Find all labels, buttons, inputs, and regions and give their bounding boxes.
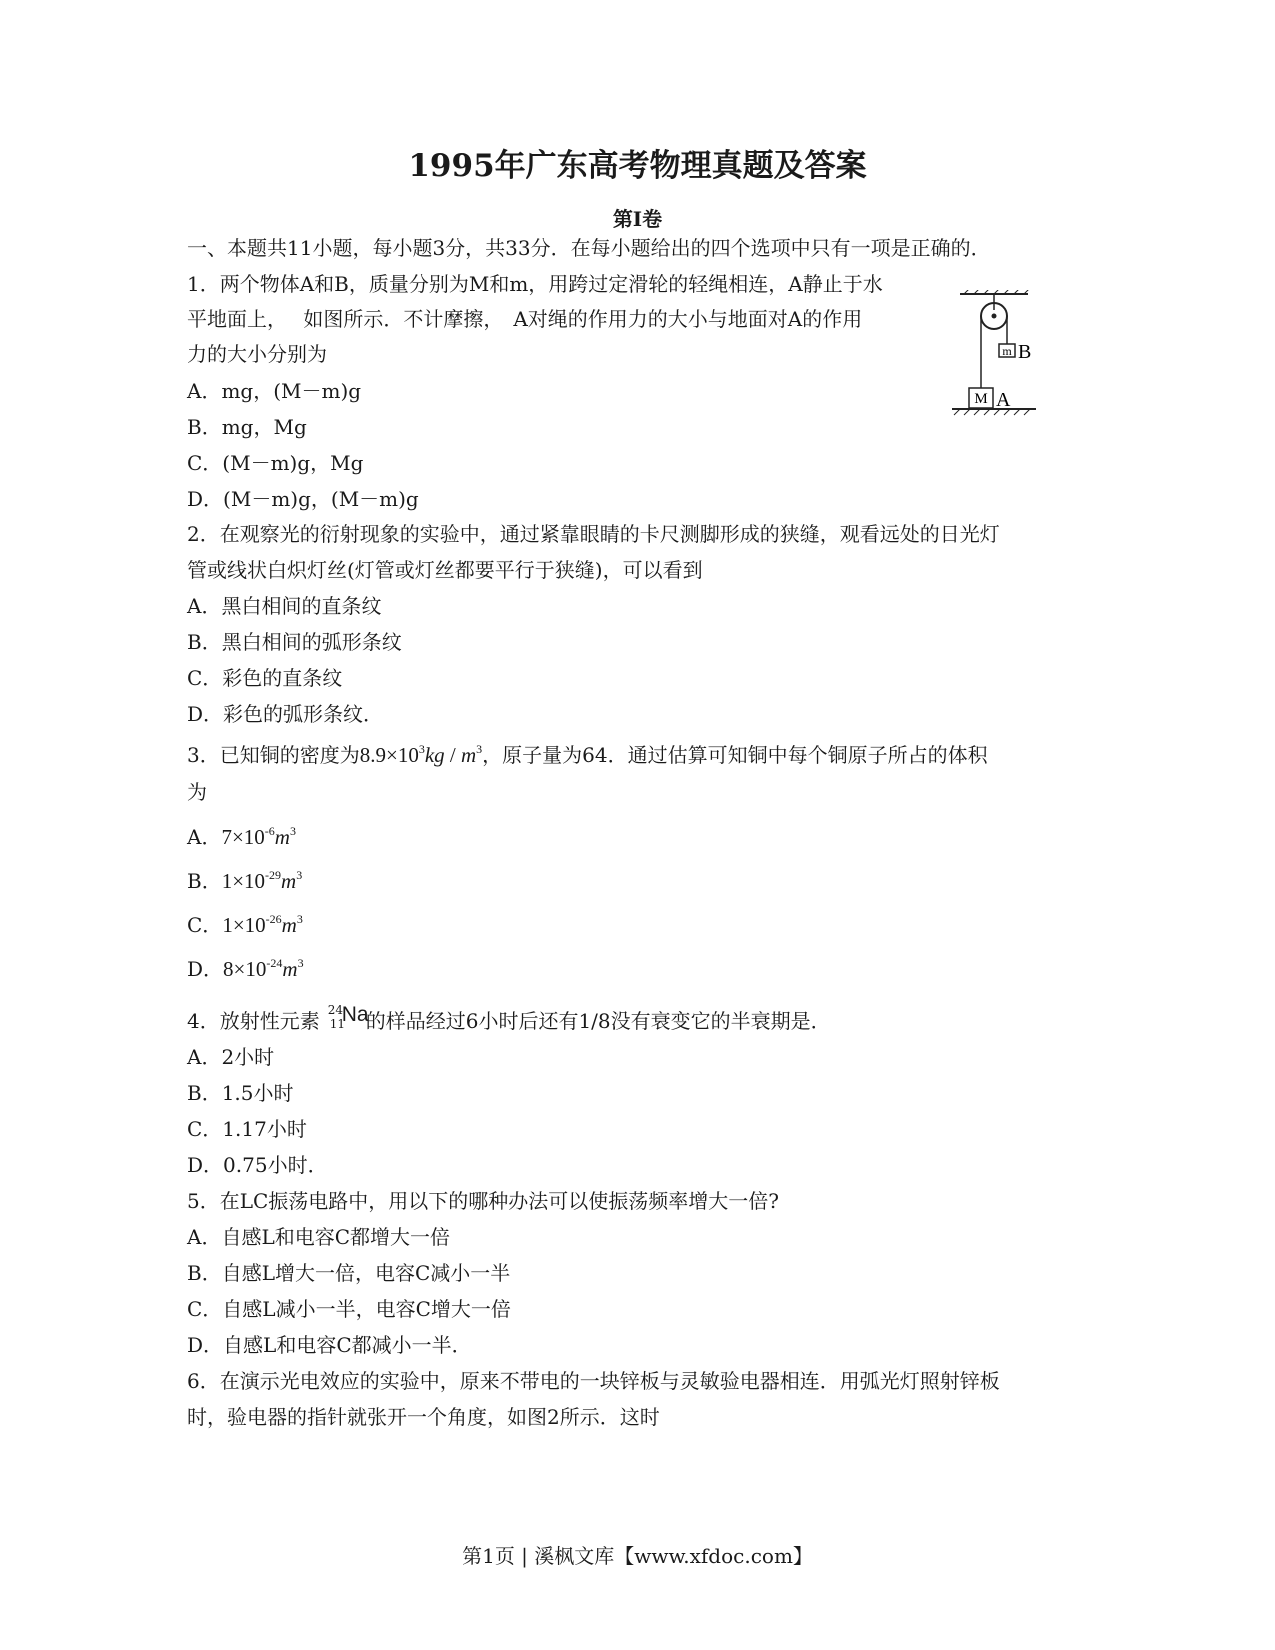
block-b-mass-label: m xyxy=(1002,344,1012,358)
q5-option-c: C．自感L减小一半，电容C增大一倍 xyxy=(187,1297,511,1321)
instructions: 一、本题共11小题，每小题3分，共33分．在每小题给出的四个选项中只有一项是正确的． xyxy=(187,236,991,260)
q2-option-b: B．黑白相间的弧形条纹 xyxy=(187,630,402,654)
q4-option-b: B．1.5小时 xyxy=(187,1081,294,1105)
q1-line-1: 1．两个物体A和B，质量分别为M和m，用跨过定滑轮的轻绳相连，A静止于水 xyxy=(187,272,883,296)
q4-option-d: D．0.75小时． xyxy=(187,1153,328,1177)
block-b-label: B xyxy=(1018,341,1032,363)
q2-option-c: C．彩色的直条纹 xyxy=(187,666,343,690)
q3-option-d: D．$8\times 10^{-24}m^3$ xyxy=(187,956,304,981)
q3-density-formula: $8.9\times 10^3kg / m^3$ xyxy=(359,742,483,767)
block-a-mass-label: M xyxy=(974,391,988,407)
q1-option-a: A．mg，(M－m)g xyxy=(187,379,362,403)
q6-line-2: 时，验电器的指针就张开一个角度，如图2所示．这时 xyxy=(187,1405,660,1429)
sodium-nuclide: 24 11 Na xyxy=(327,1003,369,1031)
q3-line-1 xyxy=(187,740,988,770)
q1-line-3: 力的大小分别为 xyxy=(187,342,327,366)
q4-option-a: A．2小时 xyxy=(187,1045,275,1069)
q3-line-2: 为 xyxy=(187,780,207,804)
q2-option-d: D．彩色的弧形条纹． xyxy=(187,702,384,726)
q2-line-2: 管或线状白炽灯丝(灯管或灯丝都要平行于狭缝)，可以看到 xyxy=(187,558,703,582)
q1-option-c: C．(M－m)g，Mg xyxy=(187,451,364,475)
q5-option-b: B．自感L增大一倍，电容C减小一半 xyxy=(187,1261,511,1285)
q1-line-2: 平地面上， 如图所示．不计摩擦， A对绳的作用力的大小与地面对A的作用 xyxy=(187,307,863,331)
block-a-label: A xyxy=(996,389,1011,411)
part-heading: 第Ⅰ卷 xyxy=(612,207,663,231)
q5-option-a: A．自感L和电容C都增大一倍 xyxy=(187,1225,451,1249)
page-footer: 第1页 | 溪枫文库【www.xfdoc.com】 xyxy=(462,1544,813,1568)
q4-suffix: 的样品经过6小时后还有1/8没有衰变它的半衰期是． xyxy=(365,1009,831,1033)
q2-option-a: A．黑白相间的直条纹 xyxy=(187,594,382,618)
q5-option-d: D．自感L和电容C都减小一半． xyxy=(187,1333,472,1357)
q4-prefix: 4．放射性元素 xyxy=(187,1009,320,1033)
q5-line: 5．在LC振荡电路中，用以下的哪种办法可以使振荡频率增大一倍? xyxy=(187,1189,780,1213)
q4-line xyxy=(187,1003,831,1036)
q3-option-a: A．$7\times 10^{-6}m^3$ xyxy=(187,824,296,849)
q3-option-b: B．$1\times 10^{-29}m^3$ xyxy=(187,868,303,893)
q1-option-b: B．mg，Mg xyxy=(187,415,307,439)
q3-suffix: ，原子量为64．通过估算可知铜中每个铜原子所占的体积 xyxy=(482,743,988,767)
q2-line-1: 2．在观察光的衍射现象的实验中，通过紧靠眼睛的卡尺测脚形成的狭缝，观看远处的日光灯 xyxy=(187,522,1000,546)
document-title: 1995年广东高考物理真题及答案 xyxy=(408,148,867,184)
q4-option-c: C．1.17小时 xyxy=(187,1117,307,1141)
q6-line-1: 6．在演示光电效应的实验中，原来不带电的一块锌板与灵敏验电器相连．用弧光灯照射锌板 xyxy=(187,1369,1000,1393)
q1-option-d: D．(M－m)g，(M－m)g xyxy=(187,487,419,511)
pulley-figure xyxy=(952,290,1062,440)
q3-prefix: 3．已知铜的密度为 xyxy=(187,743,360,767)
q3-option-c: C．$1\times 10^{-26}m^3$ xyxy=(187,912,303,937)
